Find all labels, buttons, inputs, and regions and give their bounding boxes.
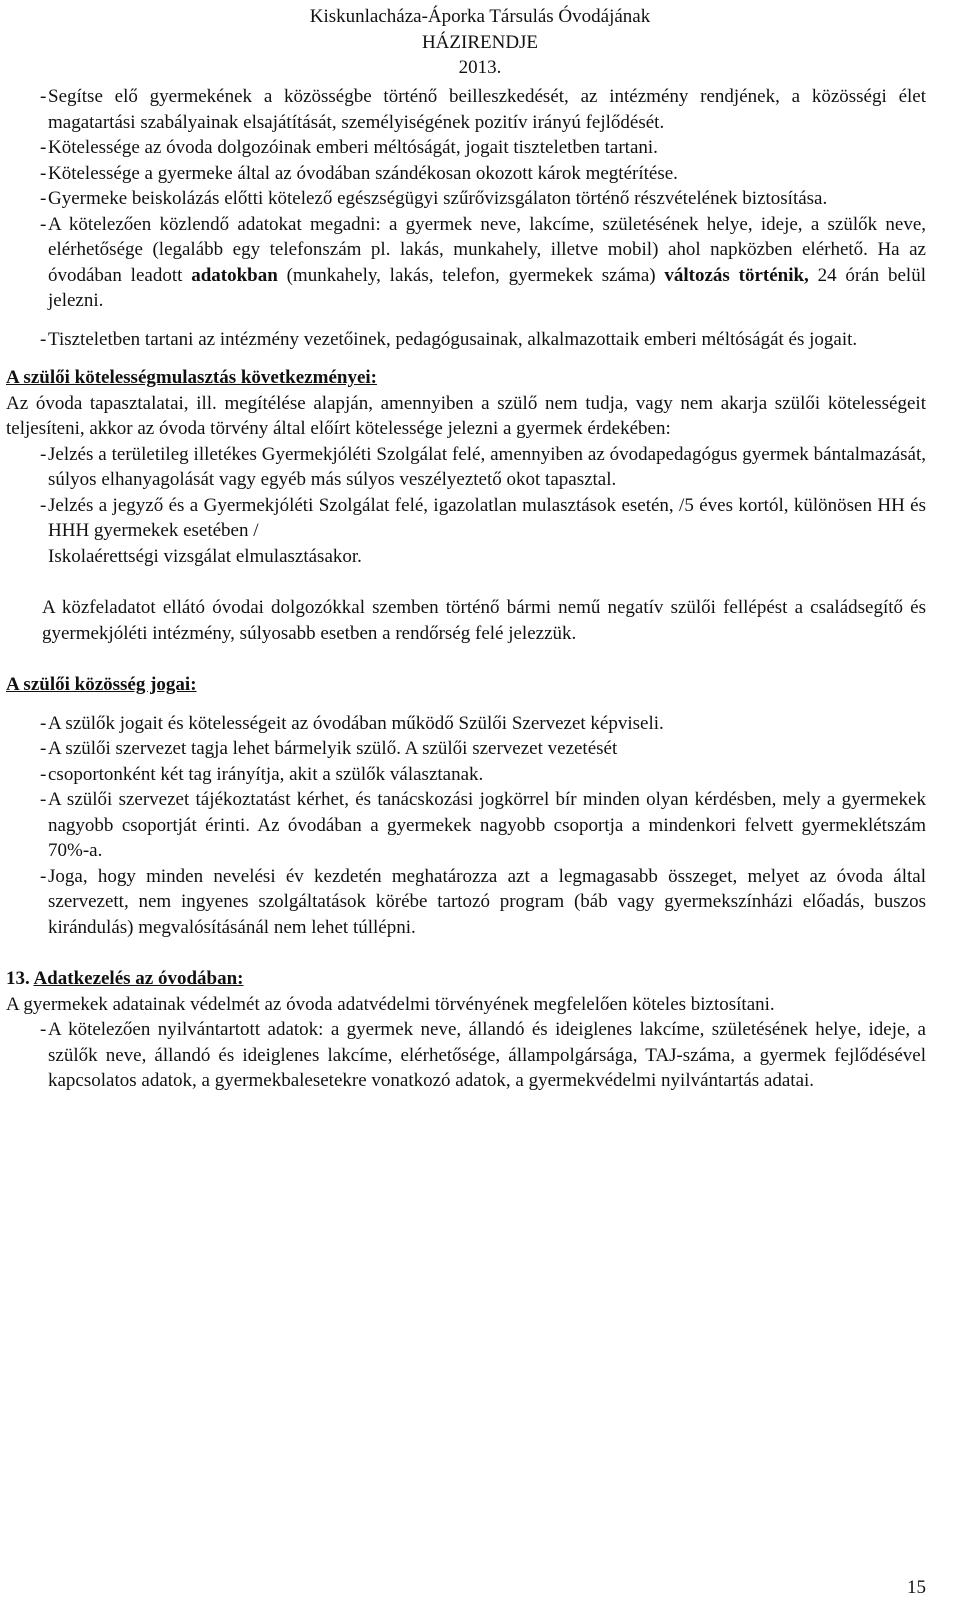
- list-item: [6, 161, 926, 187]
- data-handling-text: A kötelezően nyilvántartott adatok: a gyermek neve, állandó és ideiglenes lakcíme, születésének helye, ideje, a szülők neve, állandó és ideiglenes lakcíme, elérhetősége, állampolgársága, TAJ-száma, a gyermek fejlődésével kapcsolatos adatok, a gyermekbalesetekre vonatkozó adatok, a gyermekvédelmi nyilvántartás adatai.: [48, 1019, 926, 1091]
- header-year: 2013.: [458, 57, 502, 78]
- data-handling-heading: [6, 966, 926, 992]
- consequence-text: Jelzés a jegyző és a Gyermekjóléti Szolgálat felé, igazolatlan mulasztások esetén, /5 éves kortól, különösen HH és HHH gyermekek esetében /: [48, 494, 926, 541]
- list-dash: -: [40, 712, 47, 734]
- list-dash: -: [40, 213, 47, 235]
- list-item: [6, 135, 926, 161]
- community-text: csoportonként két tag irányítja, akit a szülők választanak.: [48, 763, 484, 785]
- list-item: [6, 864, 926, 941]
- consequence-text: Iskolaérettségi vizsgálat elmulasztásakor.: [48, 545, 362, 567]
- header-title: HÁZIRENDJE: [421, 31, 539, 53]
- bold-valtozas: változás történik,: [664, 264, 809, 286]
- list-item: [6, 762, 926, 788]
- list-item: [6, 1017, 926, 1094]
- community-text: A szülői szervezet tagja lehet bármelyik szülő. A szülői szervezet vezetését: [48, 738, 618, 759]
- list-dash: -: [40, 137, 47, 158]
- list-item: [6, 186, 926, 212]
- list-item: [6, 327, 926, 353]
- list-dash: -: [40, 494, 47, 516]
- data-duty-text: A kötelezően közlendő adatokat megadni: a gyermek neve, lakcíme, születésének helye, ideje, a szülők neve, elérhetősége (legalább egy telefonszám pl. lakás, munkahely, illetve mobil) ahol napközben elérhető. Ha az óvodában leadott adatokban (munkahely, lakás, telefon, gyermekek száma) változás történik, 24 órán belül jelezni.: [48, 213, 926, 311]
- list-dash: -: [40, 1019, 47, 1040]
- community-text: Joga, hogy minden nevelési év kezdetén meghatározza azt a legmagasabb összeget, melyet az óvoda által szervezett, nem ingyenes szolgáltatások körébe tartozó program (báb vagy gyermekszínházi előadás, buszos kirándulás) megvalósításánál nem lehet túllépni.: [48, 865, 926, 938]
- bold-adatokban: adatokban: [191, 264, 278, 286]
- duty-text: Segítse elő gyermekének a közösségbe történő beilleszkedését, az intézmény rendjének, a közösségi élet magatartási szabályainak elsajátítását, személyiségének pozitív irányú fejlődését.: [48, 86, 926, 133]
- duty-text: Gyermeke beiskolázás előtti kötelező egészségügyi szűrővizsgálaton történő részvételének biztosítása.: [48, 188, 828, 209]
- list-item: [6, 84, 926, 135]
- community-text: A szülői szervezet tájékoztatást kérhet, és tanácskozási jogkörrel bír minden olyan kérdésben, mely a gyermekek nagyobb csoportját érinti. Az óvodában a gyermekek nagyobb csoportja a mindenkori felvett gyermeklétszám 70%-a.: [48, 789, 926, 861]
- list-dash: -: [40, 162, 47, 184]
- header-organization: Kiskunlacháza-Áporka Társulás Óvodájának: [309, 6, 651, 27]
- duty-text: Kötelessége az óvoda dolgozóinak emberi méltóságát, jogait tiszteletben tartani.: [48, 137, 658, 158]
- list-item: [6, 212, 926, 314]
- consequence-text: Jelzés a területileg illetékes Gyermekjóléti Szolgálat felé, amennyiben az óvodapedagógus gyermek bántalmazását, súlyos elhanyagolását vagy egyéb más súlyos veszélyeztető okot tapasztal.: [48, 443, 926, 490]
- list-dash: -: [40, 738, 47, 759]
- consequences-intro: Az óvoda tapasztalatai, ill. megítélése alapján, amennyiben a szülő nem tudja, vagy nem akarja szülői kötelességeit teljesíteni, akkor az óvoda törvény által előírt kötelessége jelezni a gyermek érdekében:: [6, 392, 926, 439]
- page-number: 15: [907, 1577, 926, 1598]
- respect-duty-text: Tiszteletben tartani az intézmény vezetőinek, pedagógusainak, alkalmazottaik emberi méltóságát és jogait.: [48, 328, 858, 350]
- list-dash: -: [40, 188, 47, 209]
- document-body: [6, 84, 926, 1094]
- list-item: [6, 493, 926, 544]
- list-item: [6, 711, 926, 737]
- list-dash: -: [40, 789, 47, 810]
- data-handling-intro: A gyermekek adatainak védelmét az óvoda adatvédelmi törvényének megfelelően köteles biztosítani.: [6, 993, 775, 1015]
- duty-text: Kötelessége a gyermeke által az óvodában szándékosan okozott károk megtérítése.: [48, 162, 678, 184]
- list-item: [6, 442, 926, 493]
- section-title: Adatkezelés az óvodában:: [33, 968, 244, 989]
- list-dash: -: [40, 865, 47, 887]
- community-text: A szülők jogait és kötelességeit az óvodában működő Szülői Szervezet képviseli.: [48, 712, 664, 734]
- page-header: [0, 4, 960, 81]
- list-item: [6, 736, 926, 762]
- list-dash: -: [40, 328, 47, 350]
- list-item: [6, 787, 926, 864]
- list-dash: -: [40, 86, 47, 107]
- consequences-closing: A közfeladatot ellátó óvodai dolgozókkal szemben történő bármi nemű negatív szülői fellépést a családsegítő és gyermekjóléti intézmény, súlyosabb esetben a rendőrség felé jelezzük.: [42, 597, 926, 644]
- community-heading: A szülői közösség jogai:: [6, 674, 197, 695]
- section-number: 13.: [6, 968, 30, 989]
- list-dash: -: [40, 443, 47, 465]
- consequences-heading: A szülői kötelességmulasztás következményei:: [6, 367, 377, 388]
- list-item-continuation: [6, 544, 926, 570]
- list-dash: -: [40, 763, 47, 785]
